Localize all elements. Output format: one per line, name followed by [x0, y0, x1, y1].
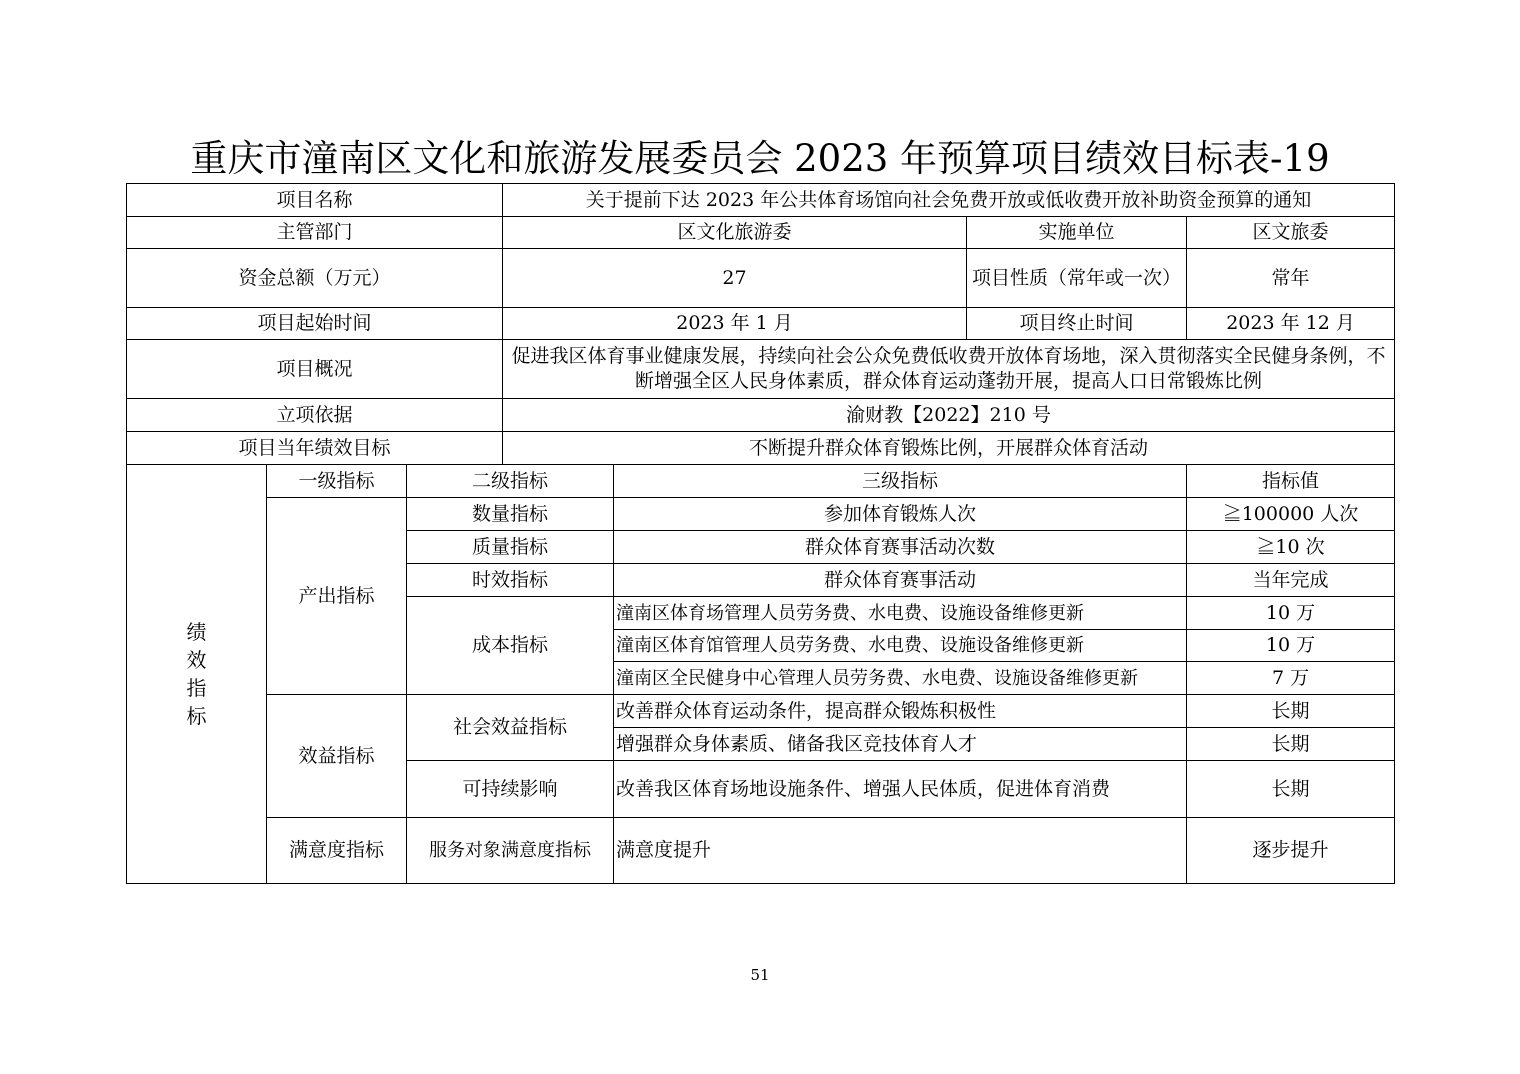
cost-item: 潼南区体育场管理人员劳务费、水电费、设施设备维修更新 — [614, 597, 1187, 630]
impl-label: 实施单位 — [967, 217, 1187, 249]
quantity-value: ≧100000 人次 — [1187, 498, 1395, 531]
timeliness-label: 时效指标 — [407, 564, 614, 597]
satisfaction-sub-label: 服务对象满意度指标 — [407, 818, 614, 884]
social-label: 社会效益指标 — [407, 695, 614, 761]
indicator-section-text: 绩效指标 — [186, 620, 207, 728]
header-level2: 二级指标 — [407, 465, 614, 498]
page-number: 51 — [750, 966, 770, 984]
table-row — [127, 818, 1395, 884]
funds-label: 资金总额（万元） — [127, 249, 503, 308]
benefit-label: 效益指标 — [267, 695, 407, 818]
header-level3: 三级指标 — [614, 465, 1187, 498]
project-name-value: 关于提前下达 2023 年公共体育场馆向社会免费开放或低收费开放补助资金预算的通知 — [503, 184, 1395, 217]
sustain-item: 改善我区体育场地设施条件、增强人民体质，促进体育消费 — [614, 761, 1187, 818]
nature-label: 项目性质（常年或一次） — [967, 249, 1187, 308]
goal-label: 项目当年绩效目标 — [127, 432, 503, 465]
dept-value: 区文化旅游委 — [503, 217, 967, 249]
dept-label: 主管部门 — [127, 217, 503, 249]
quantity-label: 数量指标 — [407, 498, 614, 531]
project-name-label: 项目名称 — [127, 184, 503, 217]
table-row — [127, 498, 1395, 531]
funds-value: 27 — [503, 249, 967, 308]
cost-label: 成本指标 — [407, 597, 614, 695]
satisfaction-item: 满意度提升 — [614, 818, 1187, 884]
end-label: 项目终止时间 — [967, 308, 1187, 340]
timeliness-value: 当年完成 — [1187, 564, 1395, 597]
satisfaction-value: 逐步提升 — [1187, 818, 1395, 884]
row-overview — [127, 340, 1395, 399]
basis-label: 立项依据 — [127, 399, 503, 432]
impl-value: 区文旅委 — [1187, 217, 1395, 249]
quality-item: 群众体育赛事活动次数 — [614, 531, 1187, 564]
quality-label: 质量指标 — [407, 531, 614, 564]
sustain-label: 可持续影响 — [407, 761, 614, 818]
row-project-name — [127, 184, 1395, 217]
row-department — [127, 217, 1395, 249]
social-item: 改善群众体育运动条件，提高群众锻炼积极性 — [614, 695, 1187, 728]
cost-item: 潼南区体育馆管理人员劳务费、水电费、设施设备维修更新 — [614, 630, 1187, 662]
quality-value: ≧10 次 — [1187, 531, 1395, 564]
cost-item: 潼南区全民健身中心管理人员劳务费、水电费、设施设备维修更新 — [614, 662, 1187, 695]
table-row — [127, 695, 1395, 728]
indicator-section-label — [127, 465, 267, 884]
goal-value: 不断提升群众体育锻炼比例，开展群众体育活动 — [503, 432, 1395, 465]
row-goal — [127, 432, 1395, 465]
cost-value: 7 万 — [1187, 662, 1395, 695]
indicator-header-row — [127, 465, 1395, 498]
output-label: 产出指标 — [267, 498, 407, 695]
quantity-item: 参加体育锻炼人次 — [614, 498, 1187, 531]
overview-label: 项目概况 — [127, 340, 503, 399]
social-value: 长期 — [1187, 695, 1395, 728]
satisfaction-label: 满意度指标 — [267, 818, 407, 884]
row-period — [127, 308, 1395, 340]
row-basis — [127, 399, 1395, 432]
overview-value: 促进我区体育事业健康发展，持续向社会公众免费低收费开放体育场地，深入贯彻落实全民健身条例，不断增强全区人民身体素质，群众体育运动蓬勃开展，提高人口日常锻炼比例 — [503, 340, 1395, 399]
row-funds — [127, 249, 1395, 308]
page-title: 重庆市潼南区文化和旅游发展委员会 2023 年预算项目绩效目标表-19 — [190, 137, 1330, 180]
nature-value: 常年 — [1187, 249, 1395, 308]
social-value: 长期 — [1187, 728, 1395, 761]
performance-target-table — [126, 183, 1395, 884]
timeliness-item: 群众体育赛事活动 — [614, 564, 1187, 597]
cost-value: 10 万 — [1187, 597, 1395, 630]
cost-value: 10 万 — [1187, 630, 1395, 662]
sustain-value: 长期 — [1187, 761, 1395, 818]
social-item: 增强群众身体素质、储备我区竞技体育人才 — [614, 728, 1187, 761]
start-value: 2023 年 1 月 — [503, 308, 967, 340]
start-label: 项目起始时间 — [127, 308, 503, 340]
end-value: 2023 年 12 月 — [1187, 308, 1395, 340]
header-level1: 一级指标 — [267, 465, 407, 498]
header-value: 指标值 — [1187, 465, 1395, 498]
basis-value: 渝财教【2022】210 号 — [503, 399, 1395, 432]
